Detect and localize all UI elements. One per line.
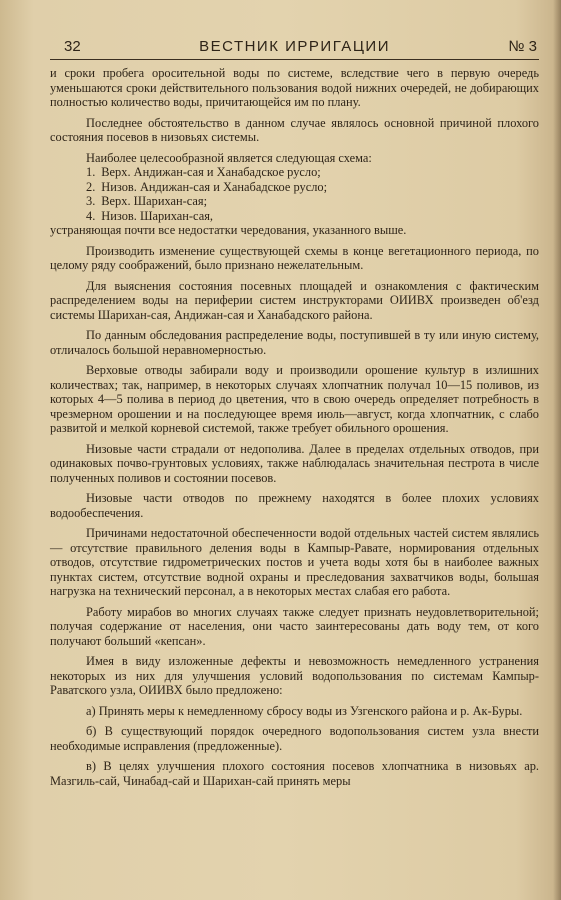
paragraph: Последнее обстоятельство в данном случае являлось основной причиной плохого состояния посевов в низовьях системы. (50, 115, 539, 144)
article-body (50, 66, 539, 788)
paragraph: Работу мирабов во многих случаях также следует признать неудовлетворительной; получая содержание от населения, они часто заинтересованы дать воду тем, от кого получают больший «кепсан». (50, 604, 539, 648)
scheme-item-number: 4. (86, 208, 96, 223)
paragraph: Верховые отводы забирали воду и производили орошение культур в излишних количествах; так, например, в некоторых случаях хлопчатник получал 10—15 поливов, из которых 4—5 полива в период до цветения, что в свою очередь определяет потребность в чрезмерном орошении и на последующее время июль—август, когда хлопчатник, с слабо развитой и мелкой корневой системой, также требует обильного орошения. (50, 363, 539, 435)
scheme-item-number: 3. (86, 194, 96, 208)
scheme-item-number: 1. (86, 165, 96, 179)
paragraph: По данным обследования распределение воды, поступившей в ту или иную систему, отличалось большой неравномерностью. (50, 328, 539, 357)
page-number: 32 (64, 38, 81, 55)
paragraph: Причинами недостаточной обеспеченности водой отдельных частей систем являлись — отсутствие правильного деления воды в Кампыр-Равате, нормирования отдельных отводов, отсутствие гидрометрических постов и учета воды хотя бы в наиболее важных пунктах систем, отсутствие водной охраны и преследования захватчиков воды, большая нагрузка на технический персонал, а в некоторых местах слабая его работа. (50, 526, 539, 598)
journal-title: ВЕСТНИК ИРРИГАЦИИ (199, 38, 390, 55)
issue-number: № 3 (508, 38, 537, 55)
page-edge-shadow (553, 0, 561, 900)
paragraph: Производить изменение существующей схемы в конце вегетационного периода, по целому ряду соображений, было признано нежелательным. (50, 243, 539, 272)
paragraph: а) Принять меры к немедленному сбросу воды из Узгенского района и р. Ак-Буры. (86, 703, 523, 718)
scheme-item-number: 2. (86, 179, 96, 194)
paragraph: Наиболее целесообразной является следующая схема: (86, 150, 372, 165)
paragraph: устраняющая почти все недостатки чередования, указанного выше. (50, 223, 407, 237)
paragraph: Для выяснения состояния посевных площадей и ознакомления с фактическим распределением воды на периферии систем инструкторами ОИИВХ произведен об'езд системы Шарихан-сая, Андижан-сая и Ханабадского района. (50, 278, 539, 322)
paragraph: Низовые части отводов по прежнему находятся в более плохих условиях водообеспечения. (50, 491, 539, 520)
paragraph: Низовые части страдали от недополива. Далее в пределах отдельных отводов, при одинаковых почво-грунтовых условиях, также наблюдалась значительная пестрота в числе полученных поливов и состоянии посевов. (50, 441, 539, 485)
page-header (50, 38, 539, 60)
paragraph: Имея в виду изложенные дефекты и невозможность немедленного устранения некоторых из них для улучшения условий водопользования по системам Кампыр-Раватского узла, ОИИВХ было предложено: (50, 654, 539, 697)
scheme-item-text: Верх. Андижан-сая и Ханабадское русло; (101, 165, 321, 179)
scheme-item (86, 209, 539, 224)
scheme-item-text: Низов. Андижан-сая и Ханабадское русло; (101, 179, 328, 194)
paragraph: и сроки пробега оросительной воды по системе, вследствие чего в первую очередь уменьшаются сроки действительного пользования водой нижних очередей, не добирающих полностью количество воды, причитающейся им по плану. (50, 66, 539, 109)
scheme-list (86, 165, 539, 223)
scheme-item (86, 165, 539, 180)
scheme-item (86, 194, 539, 209)
scheme-item (86, 180, 539, 195)
paragraph: в) В целях улучшения плохого состояния посевов хлопчатника в низовьях ар. Мазгиль-сай, Чинабад-сай и Шарихан-сай принять меры (50, 759, 539, 788)
scheme-item-text: Низов. Шарихан-сая, (101, 208, 214, 223)
scheme-item-text: Верх. Шарихан-сая; (101, 194, 208, 208)
paragraph: б) В существующий порядок очередного водопользования систем узла внести необходимые исправления (предложенные). (50, 724, 539, 753)
